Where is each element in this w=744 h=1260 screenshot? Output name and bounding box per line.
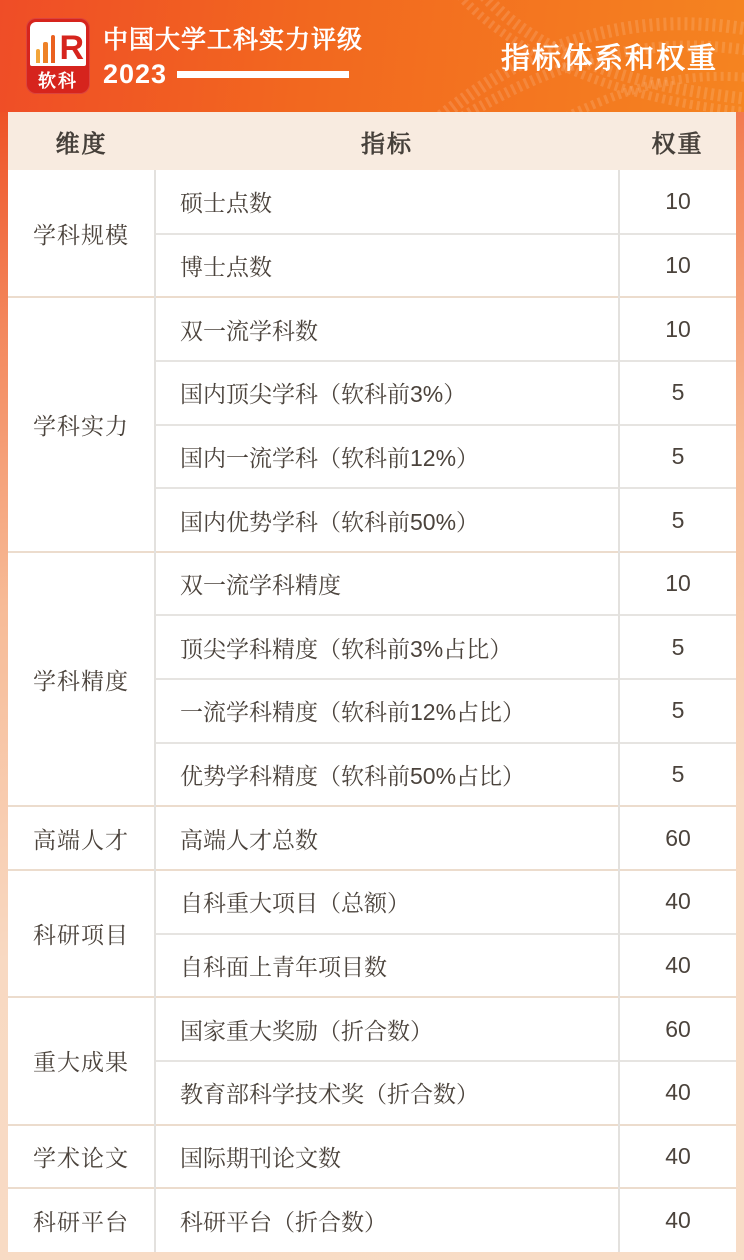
dimension-cell: 学科规模 (8, 170, 155, 297)
indicator-cell: 国内顶尖学科（软科前3%） (155, 361, 619, 425)
weight-cell: 5 (619, 425, 736, 489)
col-header-indicator: 指标 (155, 112, 619, 170)
logo-bar-2 (43, 42, 47, 63)
weight-cell: 60 (619, 997, 736, 1061)
indicator-cell: 双一流学科数 (155, 297, 619, 361)
indicator-cell: 国际期刊论文数 (155, 1125, 619, 1189)
weight-cell: 10 (619, 552, 736, 616)
logo-wordmark: 软科 (38, 71, 78, 91)
indicator-cell: 硕士点数 (155, 170, 619, 234)
table-row (8, 997, 736, 1061)
year-row (103, 60, 363, 88)
weight-cell: 10 (619, 234, 736, 298)
indicator-cell: 国内一流学科（软科前12%） (155, 425, 619, 489)
logo-r-glyph: R (59, 29, 83, 67)
indicator-cell: 优势学科精度（软科前50%占比） (155, 743, 619, 807)
dimension-cell: 高端人才 (8, 806, 155, 870)
indicator-cell: 高端人才总数 (155, 806, 619, 870)
ranking-title: 中国大学工科实力评级 (103, 25, 364, 54)
weight-cell: 40 (619, 1188, 736, 1252)
dimension-cell: 科研平台 (8, 1188, 155, 1252)
weight-cell: 60 (619, 806, 736, 870)
col-header-dimension: 维度 (8, 112, 155, 170)
indicator-cell: 科研平台（折合数） (155, 1188, 619, 1252)
banner-titles (103, 25, 363, 88)
indicator-cell: 自科面上青年项目数 (155, 934, 619, 998)
logo-bar-1 (36, 49, 40, 63)
indicator-cell: 一流学科精度（软科前12%占比） (155, 679, 619, 743)
indicator-cell: 自科重大项目（总额） (155, 870, 619, 934)
brand (26, 18, 363, 94)
indicator-cell: 国内优势学科（软科前50%） (155, 488, 619, 552)
dimension-cell: 科研项目 (8, 870, 155, 997)
weight-cell: 40 (619, 870, 736, 934)
weight-cell: 5 (619, 743, 736, 807)
indicator-table-frame (0, 112, 744, 1260)
indicator-cell: 博士点数 (155, 234, 619, 298)
dimension-cell: 学科精度 (8, 552, 155, 807)
dimension-cell: 重大成果 (8, 997, 155, 1124)
table-row (8, 297, 736, 361)
ranking-year: 2023 (103, 58, 168, 89)
table-row (8, 870, 736, 934)
table-row (8, 170, 736, 234)
weight-cell: 10 (619, 170, 736, 234)
weight-cell: 10 (619, 297, 736, 361)
weight-cell: 40 (619, 1125, 736, 1189)
table-header-row (8, 112, 736, 170)
weight-cell: 40 (619, 934, 736, 998)
weight-cell: 5 (619, 361, 736, 425)
page-title: 指标体系和权重 (500, 42, 718, 75)
weight-cell: 5 (619, 615, 736, 679)
banner (0, 0, 744, 112)
indicator-cell: 顶尖学科精度（软科前3%占比） (155, 615, 619, 679)
table-row (8, 1125, 736, 1189)
logo-bar-chart-icon (30, 22, 86, 66)
table-row (8, 1188, 736, 1252)
dimension-cell: 学术论文 (8, 1125, 155, 1189)
indicator-weight-table (8, 112, 736, 1252)
shangharanking-logo (26, 18, 90, 94)
indicator-cell: 教育部科学技术奖（折合数） (155, 1061, 619, 1125)
table-row (8, 552, 736, 616)
weight-cell: 40 (619, 1061, 736, 1125)
title-underline (177, 71, 349, 78)
indicator-cell: 双一流学科精度 (155, 552, 619, 616)
indicator-cell: 国家重大奖励（折合数） (155, 997, 619, 1061)
weight-cell: 5 (619, 488, 736, 552)
col-header-weight: 权重 (619, 112, 736, 170)
table-row (8, 806, 736, 870)
weight-cell: 5 (619, 679, 736, 743)
dimension-cell: 学科实力 (8, 297, 155, 552)
logo-bar-3 (51, 35, 55, 63)
